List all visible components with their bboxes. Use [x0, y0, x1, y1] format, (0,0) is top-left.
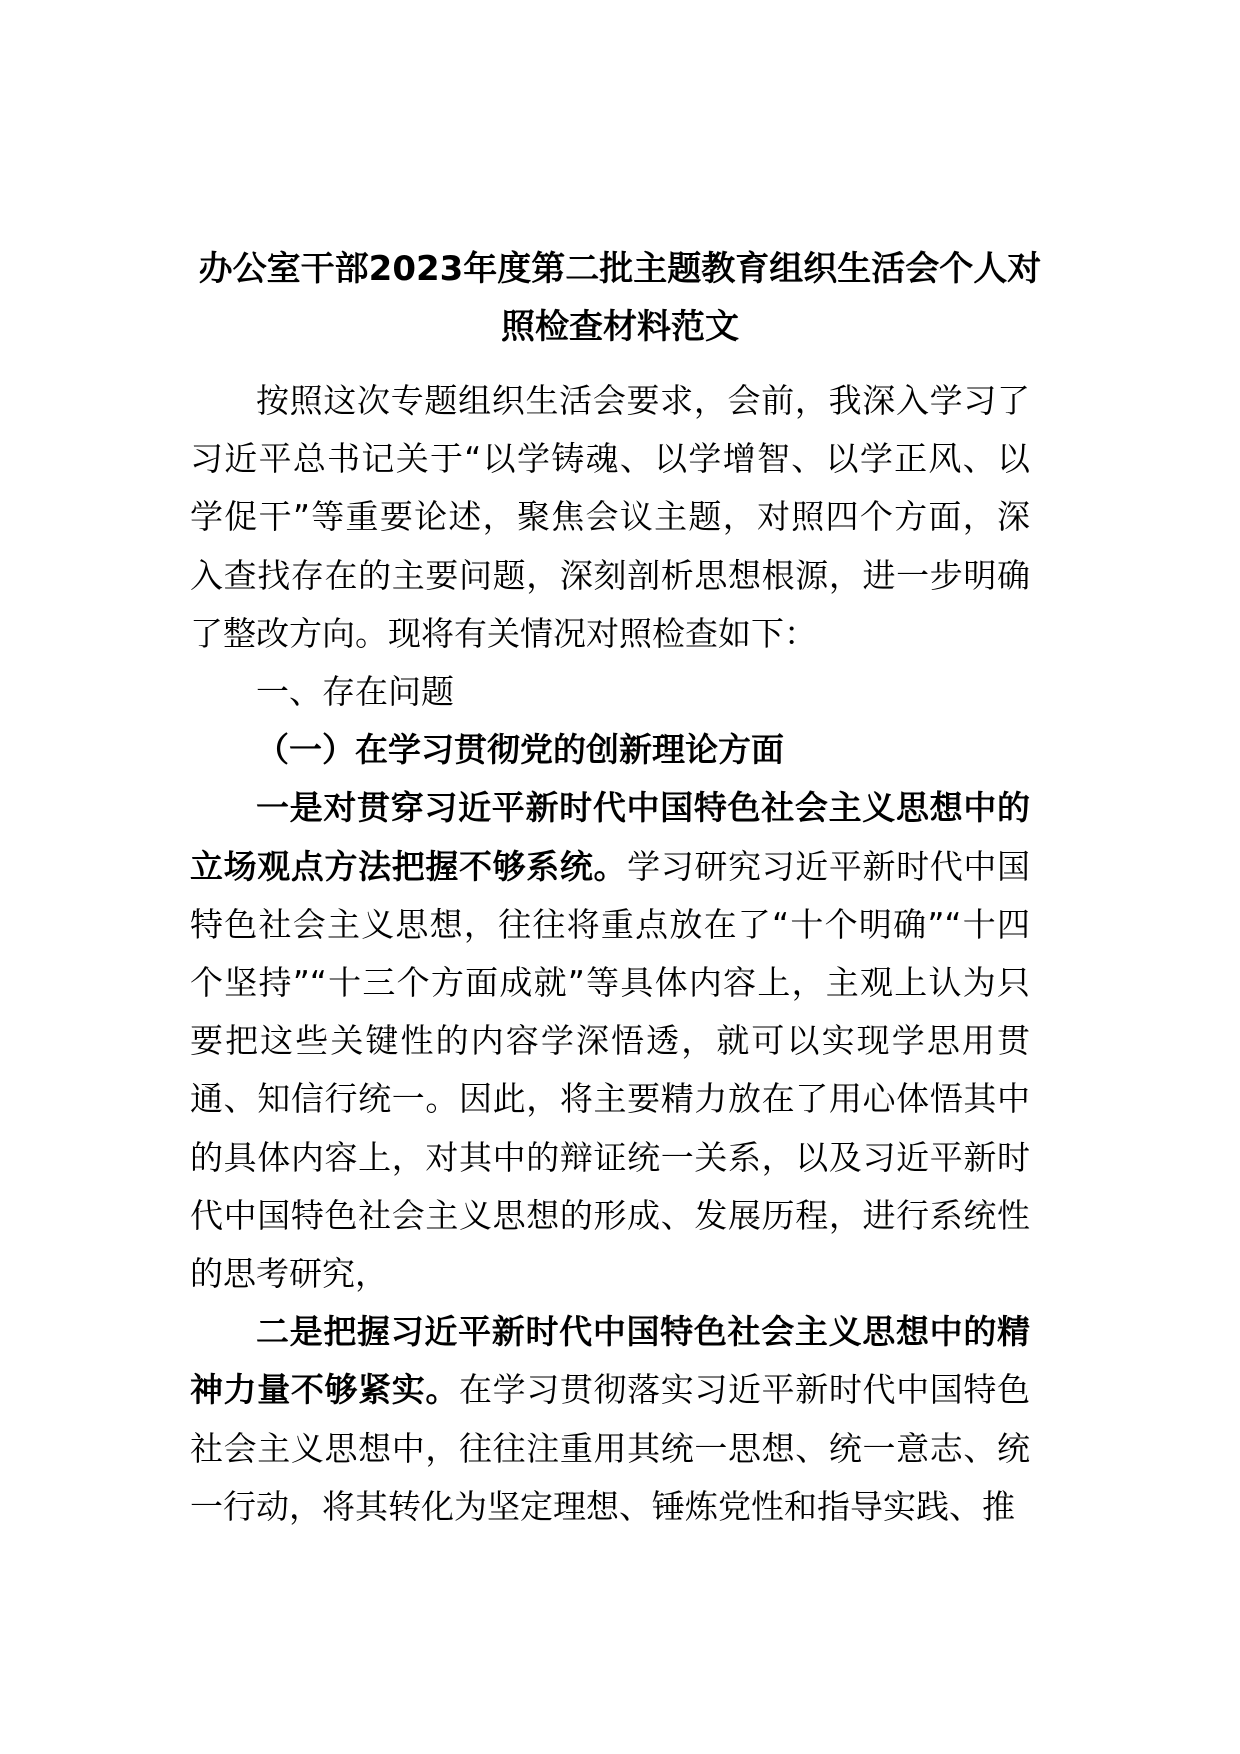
document-body [190, 372, 1030, 1536]
point-2-body: 在学习贯彻落实习近平新时代中国特色社会主义思想中，往往注重用其统一思想、统一意志、统一行动，将其转化为坚定理想、锤炼党性和指导实践、推 [190, 1370, 1030, 1526]
document-title: 办公室干部2023年度第二批主题教育组织生活会个人对照检查材料范文 [198, 249, 1042, 347]
point-paragraph-2 [190, 1303, 1030, 1536]
point-paragraph-1 [190, 779, 1030, 1303]
subsection-heading: （一）在学习贯彻党的创新理论方面 [256, 730, 784, 770]
point-1-body: 学习研究习近平新时代中国特色社会主义思想，往往将重点放在了“十个明确”“十四个坚持”“十三个方面成就”等具体内容上，主观上认为只要把这些关键性的内容学深悟透，就可以实现学思用贯通、知信行统一。因此，将主要精力放在了用心体悟其中的具体内容上，对其中的辩证统一关系，以及习近平新时代中国特色社会主义思想的形成、发展历程，进行系统性的思考研究， [190, 846, 1030, 1294]
intro-paragraph: 按照这次专题组织生活会要求，会前，我深入学习了习近平总书记关于“以学铸魂、以学增智、以学正风、以学促干”等重要论述，聚焦会议主题，对照四个方面，深入查找存在的主要问题，深刻剖析思想根源，进一步明确了整改方向。现将有关情况对照检查如下： [190, 381, 1030, 653]
point-1-lead: 一是对贯穿习近平新时代中国特色社会主义思想中的立场观点方法把握不够系统。 [190, 788, 1030, 886]
section-heading: 一、存在问题 [256, 672, 454, 712]
point-2-lead: 二是把握习近平新时代中国特色社会主义思想中的精神力量不够紧实。 [190, 1312, 1030, 1410]
